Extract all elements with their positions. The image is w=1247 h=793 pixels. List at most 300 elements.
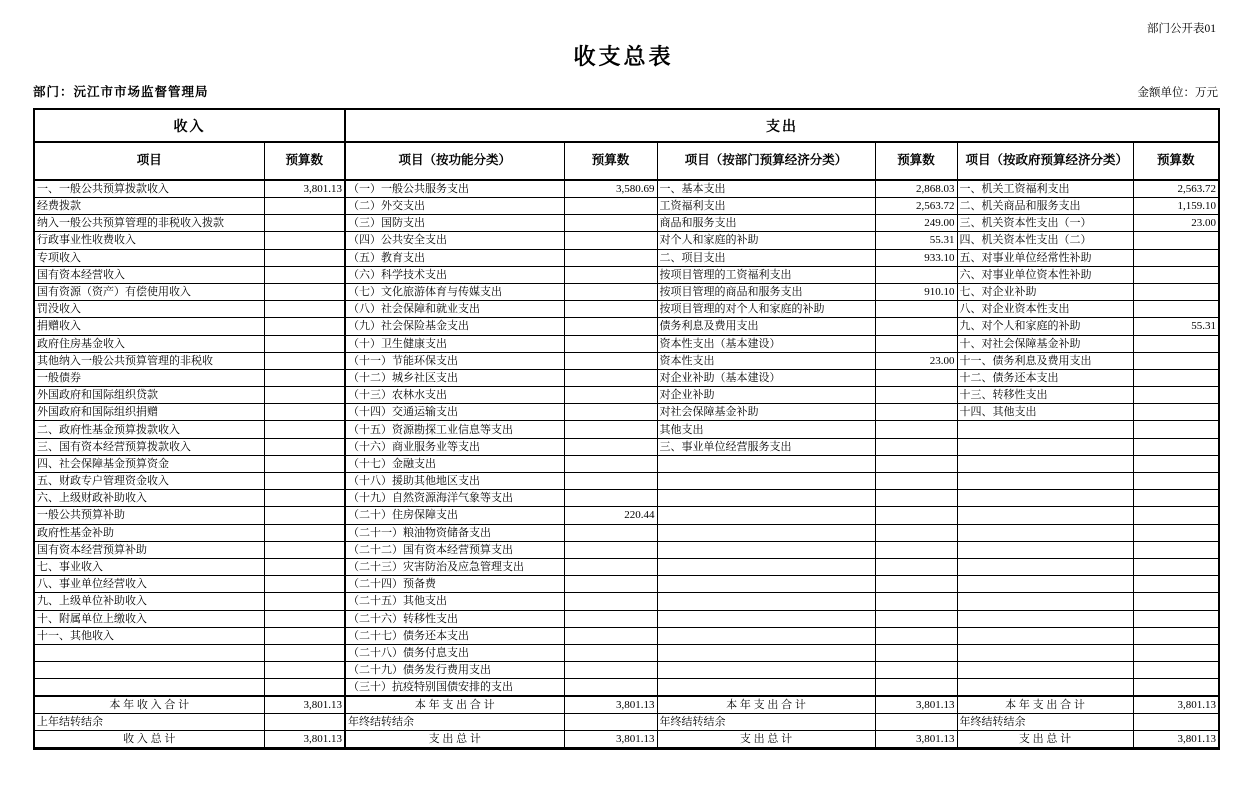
govt-econ-item-cell: 四、机关资本性支出（二） — [957, 232, 1133, 249]
budget-table — [33, 108, 1220, 750]
income-amount-cell — [264, 215, 345, 232]
functional-item-cell: （十七）金融支出 — [345, 455, 564, 472]
dept-econ-item-cell — [657, 662, 875, 679]
dept-econ-item-cell — [657, 558, 875, 575]
table-row — [34, 438, 1219, 455]
income-item-cell: 国有资本经营预算补助 — [34, 541, 264, 558]
income-item-cell: 行政事业性收费收入 — [34, 232, 264, 249]
govt-econ-amount-cell: 1,159.10 — [1133, 198, 1219, 215]
functional-item-cell: （十八）援助其他地区支出 — [345, 473, 564, 490]
govt-econ-amount-cell — [1133, 679, 1219, 697]
functional-amount-cell — [564, 249, 657, 266]
functional-amount-cell — [564, 524, 657, 541]
govt-econ-amount-cell — [1133, 352, 1219, 369]
functional-item-cell: （二十七）债务还本支出 — [345, 627, 564, 644]
table-row — [34, 198, 1219, 215]
govt-econ-item-cell — [957, 679, 1133, 697]
dept-econ-summary-amount-cell — [875, 714, 957, 731]
income-summary-label-cell: 本 年 收 入 合 计 — [34, 696, 264, 714]
table-row — [34, 335, 1219, 352]
functional-amount-cell — [564, 301, 657, 318]
dept-econ-amount-cell: 55.31 — [875, 232, 957, 249]
functional-item-cell: （四）公共安全支出 — [345, 232, 564, 249]
income-item-cell — [34, 679, 264, 697]
govt-econ-item-cell: 十四、其他支出 — [957, 404, 1133, 421]
functional-amount-cell — [564, 644, 657, 661]
govt-econ-amount-cell — [1133, 421, 1219, 438]
income-amount-cell — [264, 318, 345, 335]
dept-econ-amount-cell — [875, 369, 957, 386]
dept-econ-item-cell: 按项目管理的工资福利支出 — [657, 266, 875, 283]
expenditure-group-header: 支出 — [345, 109, 1219, 142]
dept-econ-summary-label-cell: 本 年 支 出 合 计 — [657, 696, 875, 714]
functional-item-cell: （二十三）灾害防治及应急管理支出 — [345, 558, 564, 575]
functional-item-cell: （十）卫生健康支出 — [345, 335, 564, 352]
department-label: 部门：沅江市市场监督管理局 — [33, 85, 209, 99]
table-row — [34, 369, 1219, 386]
table-row — [34, 679, 1219, 697]
functional-amount-cell — [564, 541, 657, 558]
income-summary-amount-cell — [264, 714, 345, 731]
govt-econ-item-cell: 十一、债务利息及费用支出 — [957, 352, 1133, 369]
income-amount-cell — [264, 541, 345, 558]
dept-econ-item-cell — [657, 524, 875, 541]
income-item-cell: 四、社会保障基金预算资金 — [34, 455, 264, 472]
table-row — [34, 232, 1219, 249]
dept-econ-amount-cell — [875, 524, 957, 541]
functional-item-cell: （二十九）债务发行费用支出 — [345, 662, 564, 679]
dept-econ-amount-cell — [875, 404, 957, 421]
dept-econ-summary-label-cell: 支 出 总 计 — [657, 731, 875, 749]
dept-econ-item-cell — [657, 679, 875, 697]
dept-econ-item-cell: 按项目管理的商品和服务支出 — [657, 283, 875, 300]
functional-item-cell: （三十）抗疫特别国债安排的支出 — [345, 679, 564, 697]
income-item-cell: 外国政府和国际组织贷款 — [34, 387, 264, 404]
table-row — [34, 576, 1219, 593]
dept-econ-amount-cell — [875, 610, 957, 627]
dept-econ-amount-cell: 249.00 — [875, 215, 957, 232]
govt-econ-amount-cell: 2,563.72 — [1133, 180, 1219, 198]
govt-econ-amount-cell — [1133, 627, 1219, 644]
govt-econ-amount-cell — [1133, 283, 1219, 300]
functional-amount-cell — [564, 215, 657, 232]
govt-econ-amount-cell — [1133, 593, 1219, 610]
income-item-header: 项目 — [34, 142, 264, 180]
table-row — [34, 352, 1219, 369]
dept-econ-amount-cell: 2,563.72 — [875, 198, 957, 215]
meta-row — [33, 82, 1218, 100]
govt-econ-item-cell: 五、对事业单位经常性补助 — [957, 249, 1133, 266]
income-amount-cell — [264, 421, 345, 438]
functional-item-cell: （二十六）转移性支出 — [345, 610, 564, 627]
income-amount-cell — [264, 369, 345, 386]
income-summary-label-cell: 收 入 总 计 — [34, 731, 264, 749]
income-item-cell: 十、附属单位上缴收入 — [34, 610, 264, 627]
functional-item-cell: （八）社会保障和就业支出 — [345, 301, 564, 318]
govt-econ-item-cell — [957, 455, 1133, 472]
income-item-cell: 罚没收入 — [34, 301, 264, 318]
table-row — [34, 180, 1219, 198]
functional-item-cell: （六）科学技术支出 — [345, 266, 564, 283]
income-item-cell — [34, 662, 264, 679]
dept-econ-item-cell: 对企业补助 — [657, 387, 875, 404]
income-item-cell: 政府性基金补助 — [34, 524, 264, 541]
dept-econ-amount-cell — [875, 387, 957, 404]
functional-summary-label-cell: 本 年 支 出 合 计 — [345, 696, 564, 714]
income-item-cell: 外国政府和国际组织捐赠 — [34, 404, 264, 421]
govt-econ-item-cell: 九、对个人和家庭的补助 — [957, 318, 1133, 335]
functional-amount-cell — [564, 335, 657, 352]
functional-amount-cell: 220.44 — [564, 507, 657, 524]
functional-amount-cell — [564, 283, 657, 300]
income-amount-cell — [264, 524, 345, 541]
income-amount-cell — [264, 473, 345, 490]
table-row — [34, 593, 1219, 610]
functional-amount-cell — [564, 404, 657, 421]
income-item-cell: 八、事业单位经营收入 — [34, 576, 264, 593]
functional-amount-cell — [564, 387, 657, 404]
dept-econ-item-cell: 三、事业单位经营服务支出 — [657, 438, 875, 455]
functional-amount-cell — [564, 627, 657, 644]
dept-econ-item-header: 项目（按部门预算经济分类） — [657, 142, 875, 180]
functional-amount-cell — [564, 473, 657, 490]
income-item-cell: 一般公共预算补助 — [34, 507, 264, 524]
functional-summary-label-cell: 年终结转结余 — [345, 714, 564, 731]
dept-econ-amount-cell — [875, 335, 957, 352]
dept-econ-amount-cell — [875, 438, 957, 455]
income-amount-cell — [264, 438, 345, 455]
income-item-cell — [34, 644, 264, 661]
dept-econ-item-cell: 对个人和家庭的补助 — [657, 232, 875, 249]
table-row — [34, 610, 1219, 627]
dept-econ-amount-cell — [875, 593, 957, 610]
income-item-cell: 三、国有资本经营预算拨款收入 — [34, 438, 264, 455]
govt-econ-item-cell: 三、机关资本性支出（一） — [957, 215, 1133, 232]
functional-amount-cell — [564, 266, 657, 283]
income-item-cell: 国有资本经营收入 — [34, 266, 264, 283]
govt-econ-amount-cell — [1133, 404, 1219, 421]
income-group-header: 收入 — [34, 109, 345, 142]
table-row — [34, 627, 1219, 644]
dept-econ-amount-cell: 910.10 — [875, 283, 957, 300]
dept-econ-amount-cell: 933.10 — [875, 249, 957, 266]
dept-econ-item-cell — [657, 507, 875, 524]
income-item-cell: 五、财政专户管理资金收入 — [34, 473, 264, 490]
income-amount-cell — [264, 490, 345, 507]
dept-econ-amount-cell — [875, 662, 957, 679]
govt-econ-summary-amount-cell: 3,801.13 — [1133, 731, 1219, 749]
income-amount-cell — [264, 455, 345, 472]
govt-econ-item-cell — [957, 473, 1133, 490]
table-row — [34, 644, 1219, 661]
income-amount-cell — [264, 610, 345, 627]
functional-item-cell: （二十四）预备费 — [345, 576, 564, 593]
govt-econ-amount-cell — [1133, 644, 1219, 661]
govt-econ-amount-cell — [1133, 249, 1219, 266]
dept-econ-amount-cell — [875, 421, 957, 438]
table-row — [34, 421, 1219, 438]
govt-econ-item-header: 项目（按政府预算经济分类） — [957, 142, 1133, 180]
page-title: 收支总表 — [573, 44, 674, 69]
group-header-row — [34, 109, 1219, 142]
summary-row — [34, 714, 1219, 731]
table-row — [34, 266, 1219, 283]
govt-econ-amount-cell: 55.31 — [1133, 318, 1219, 335]
dept-econ-item-cell: 对企业补助（基本建设） — [657, 369, 875, 386]
summary-row — [34, 731, 1219, 749]
govt-econ-amount-cell — [1133, 558, 1219, 575]
govt-econ-item-cell — [957, 507, 1133, 524]
dept-econ-item-cell — [657, 610, 875, 627]
income-amount-cell — [264, 232, 345, 249]
functional-item-cell: （三）国防支出 — [345, 215, 564, 232]
govt-econ-amount-cell — [1133, 455, 1219, 472]
functional-amount-cell — [564, 558, 657, 575]
income-amount-cell — [264, 335, 345, 352]
functional-item-cell: （七）文化旅游体育与传媒支出 — [345, 283, 564, 300]
dept-econ-summary-amount-cell: 3,801.13 — [875, 731, 957, 749]
dept-econ-item-cell — [657, 473, 875, 490]
income-amount-cell — [264, 198, 345, 215]
functional-item-cell: （九）社会保险基金支出 — [345, 318, 564, 335]
income-amount-cell — [264, 627, 345, 644]
income-amount-cell — [264, 283, 345, 300]
govt-econ-item-cell: 七、对企业补助 — [957, 283, 1133, 300]
govt-econ-item-cell: 八、对企业资本性支出 — [957, 301, 1133, 318]
income-item-cell: 一、一般公共预算拨款收入 — [34, 180, 264, 198]
govt-econ-amount-cell — [1133, 369, 1219, 386]
govt-econ-summary-amount-cell — [1133, 714, 1219, 731]
income-amount-cell — [264, 576, 345, 593]
functional-amount-cell — [564, 198, 657, 215]
dept-econ-amount-cell — [875, 473, 957, 490]
functional-amount-cell — [564, 369, 657, 386]
govt-econ-amount-cell — [1133, 490, 1219, 507]
dept-econ-item-cell — [657, 455, 875, 472]
table-row — [34, 455, 1219, 472]
dept-econ-summary-amount-cell: 3,801.13 — [875, 696, 957, 714]
income-item-cell: 其他纳入一般公共预算管理的非税收 — [34, 352, 264, 369]
dept-econ-amount-cell — [875, 507, 957, 524]
dept-econ-summary-label-cell: 年终结转结余 — [657, 714, 875, 731]
functional-amount-header: 预算数 — [564, 142, 657, 180]
functional-summary-label-cell: 支 出 总 计 — [345, 731, 564, 749]
functional-amount-cell — [564, 662, 657, 679]
functional-item-cell: （二十）住房保障支出 — [345, 507, 564, 524]
govt-econ-item-cell — [957, 593, 1133, 610]
table-row — [34, 507, 1219, 524]
govt-econ-item-cell: 十二、债务还本支出 — [957, 369, 1133, 386]
dept-econ-item-cell: 二、项目支出 — [657, 249, 875, 266]
table-row — [34, 215, 1219, 232]
income-item-cell: 国有资源（资产）有偿使用收入 — [34, 283, 264, 300]
govt-econ-amount-cell — [1133, 335, 1219, 352]
dept-econ-amount-cell — [875, 490, 957, 507]
income-amount-cell — [264, 301, 345, 318]
govt-econ-item-cell — [957, 576, 1133, 593]
dept-econ-item-cell: 对社会保障基金补助 — [657, 404, 875, 421]
income-amount-header: 预算数 — [264, 142, 345, 180]
functional-item-cell: （十三）农林水支出 — [345, 387, 564, 404]
govt-econ-amount-cell — [1133, 387, 1219, 404]
table-row — [34, 318, 1219, 335]
govt-econ-summary-label-cell: 支 出 总 计 — [957, 731, 1133, 749]
functional-item-cell: （一）一般公共服务支出 — [345, 180, 564, 198]
dept-econ-item-cell: 债务利息及费用支出 — [657, 318, 875, 335]
dept-econ-item-cell: 其他支出 — [657, 421, 875, 438]
income-amount-cell — [264, 249, 345, 266]
functional-item-cell: （十九）自然资源海洋气象等支出 — [345, 490, 564, 507]
functional-amount-cell — [564, 490, 657, 507]
functional-amount-cell — [564, 576, 657, 593]
income-amount-cell — [264, 558, 345, 575]
govt-econ-amount-cell — [1133, 266, 1219, 283]
govt-econ-item-cell: 十三、转移性支出 — [957, 387, 1133, 404]
income-item-cell: 捐赠收入 — [34, 318, 264, 335]
govt-econ-item-cell — [957, 662, 1133, 679]
functional-item-cell: （十二）城乡社区支出 — [345, 369, 564, 386]
govt-econ-item-cell — [957, 558, 1133, 575]
dept-econ-item-cell: 商品和服务支出 — [657, 215, 875, 232]
dept-econ-amount-cell — [875, 644, 957, 661]
functional-amount-cell — [564, 593, 657, 610]
functional-item-cell: （二）外交支出 — [345, 198, 564, 215]
govt-econ-amount-cell — [1133, 576, 1219, 593]
dept-econ-amount-cell — [875, 455, 957, 472]
income-amount-cell — [264, 507, 345, 524]
dept-econ-amount-cell — [875, 627, 957, 644]
unit-label: 金额单位：万元 — [1137, 87, 1218, 99]
govt-econ-item-cell: 二、机关商品和服务支出 — [957, 198, 1133, 215]
dept-econ-item-cell: 工资福利支出 — [657, 198, 875, 215]
dept-econ-amount-cell — [875, 318, 957, 335]
table-row — [34, 490, 1219, 507]
dept-econ-amount-header: 预算数 — [875, 142, 957, 180]
income-amount-cell — [264, 662, 345, 679]
dept-econ-amount-cell — [875, 301, 957, 318]
govt-econ-amount-cell: 23.00 — [1133, 215, 1219, 232]
functional-item-cell: （十四）交通运输支出 — [345, 404, 564, 421]
govt-econ-amount-cell — [1133, 232, 1219, 249]
dept-econ-amount-cell — [875, 558, 957, 575]
dept-econ-amount-cell — [875, 679, 957, 697]
functional-item-header: 项目（按功能分类） — [345, 142, 564, 180]
functional-item-cell: （十六）商业服务业等支出 — [345, 438, 564, 455]
dept-econ-item-cell — [657, 644, 875, 661]
govt-econ-item-cell: 十、对社会保障基金补助 — [957, 335, 1133, 352]
govt-econ-amount-cell — [1133, 610, 1219, 627]
dept-econ-item-cell: 资本性支出（基本建设） — [657, 335, 875, 352]
dept-econ-item-cell — [657, 593, 875, 610]
functional-item-cell: （二十二）国有资本经营预算支出 — [345, 541, 564, 558]
income-amount-cell — [264, 266, 345, 283]
table-row — [34, 249, 1219, 266]
dept-econ-item-cell — [657, 576, 875, 593]
dept-econ-item-cell — [657, 627, 875, 644]
dept-econ-item-cell — [657, 490, 875, 507]
table-row — [34, 473, 1219, 490]
column-header-row — [34, 142, 1219, 180]
income-item-cell: 经费拨款 — [34, 198, 264, 215]
functional-item-cell: （十一）节能环保支出 — [345, 352, 564, 369]
govt-econ-amount-cell — [1133, 507, 1219, 524]
dept-econ-amount-cell — [875, 266, 957, 283]
govt-econ-item-cell — [957, 490, 1133, 507]
functional-amount-cell — [564, 352, 657, 369]
functional-amount-cell: 3,580.69 — [564, 180, 657, 198]
dept-econ-amount-cell: 23.00 — [875, 352, 957, 369]
govt-econ-item-cell — [957, 438, 1133, 455]
income-summary-amount-cell: 3,801.13 — [264, 696, 345, 714]
govt-econ-amount-cell — [1133, 473, 1219, 490]
functional-item-cell: （十五）资源勘探工业信息等支出 — [345, 421, 564, 438]
govt-econ-summary-amount-cell: 3,801.13 — [1133, 696, 1219, 714]
summary-row — [34, 696, 1219, 714]
table-row — [34, 662, 1219, 679]
dept-econ-amount-cell — [875, 576, 957, 593]
functional-amount-cell — [564, 318, 657, 335]
income-amount-cell — [264, 387, 345, 404]
income-item-cell: 九、上级单位补助收入 — [34, 593, 264, 610]
govt-econ-item-cell: 六、对事业单位资本性补助 — [957, 266, 1133, 283]
functional-item-cell: （二十一）粮油物资储备支出 — [345, 524, 564, 541]
govt-econ-amount-header: 预算数 — [1133, 142, 1219, 180]
govt-econ-amount-cell — [1133, 662, 1219, 679]
dept-econ-item-cell — [657, 541, 875, 558]
functional-amount-cell — [564, 438, 657, 455]
income-item-cell: 政府住房基金收入 — [34, 335, 264, 352]
govt-econ-item-cell — [957, 627, 1133, 644]
income-summary-label-cell: 上年结转结余 — [34, 714, 264, 731]
income-amount-cell — [264, 679, 345, 697]
income-item-cell: 纳入一般公共预算管理的非税收入拨款 — [34, 215, 264, 232]
govt-econ-summary-label-cell: 年终结转结余 — [957, 714, 1133, 731]
income-item-cell: 六、上级财政补助收入 — [34, 490, 264, 507]
income-item-cell: 一般债券 — [34, 369, 264, 386]
govt-econ-summary-label-cell: 本 年 支 出 合 计 — [957, 696, 1133, 714]
table-row — [34, 558, 1219, 575]
govt-econ-amount-cell — [1133, 301, 1219, 318]
table-body — [34, 180, 1219, 749]
income-amount-cell — [264, 644, 345, 661]
table-row — [34, 404, 1219, 421]
dept-econ-amount-cell — [875, 541, 957, 558]
functional-item-cell: （二十八）债务付息支出 — [345, 644, 564, 661]
govt-econ-amount-cell — [1133, 541, 1219, 558]
functional-amount-cell — [564, 455, 657, 472]
govt-econ-item-cell — [957, 421, 1133, 438]
table-row — [34, 283, 1219, 300]
functional-amount-cell — [564, 610, 657, 627]
dept-econ-amount-cell: 2,868.03 — [875, 180, 957, 198]
govt-econ-item-cell — [957, 644, 1133, 661]
dept-econ-item-cell: 资本性支出 — [657, 352, 875, 369]
functional-amount-cell — [564, 679, 657, 697]
income-amount-cell: 3,801.13 — [264, 180, 345, 198]
table-row — [34, 387, 1219, 404]
govt-econ-item-cell — [957, 610, 1133, 627]
functional-amount-cell — [564, 232, 657, 249]
income-amount-cell — [264, 352, 345, 369]
income-item-cell: 二、政府性基金预算拨款收入 — [34, 421, 264, 438]
govt-econ-amount-cell — [1133, 438, 1219, 455]
functional-summary-amount-cell: 3,801.13 — [564, 731, 657, 749]
dept-econ-item-cell: 一、基本支出 — [657, 180, 875, 198]
dept-econ-item-cell: 按项目管理的对个人和家庭的补助 — [657, 301, 875, 318]
functional-amount-cell — [564, 421, 657, 438]
doc-code: 部门公开表01 — [1147, 23, 1216, 35]
income-summary-amount-cell: 3,801.13 — [264, 731, 345, 749]
